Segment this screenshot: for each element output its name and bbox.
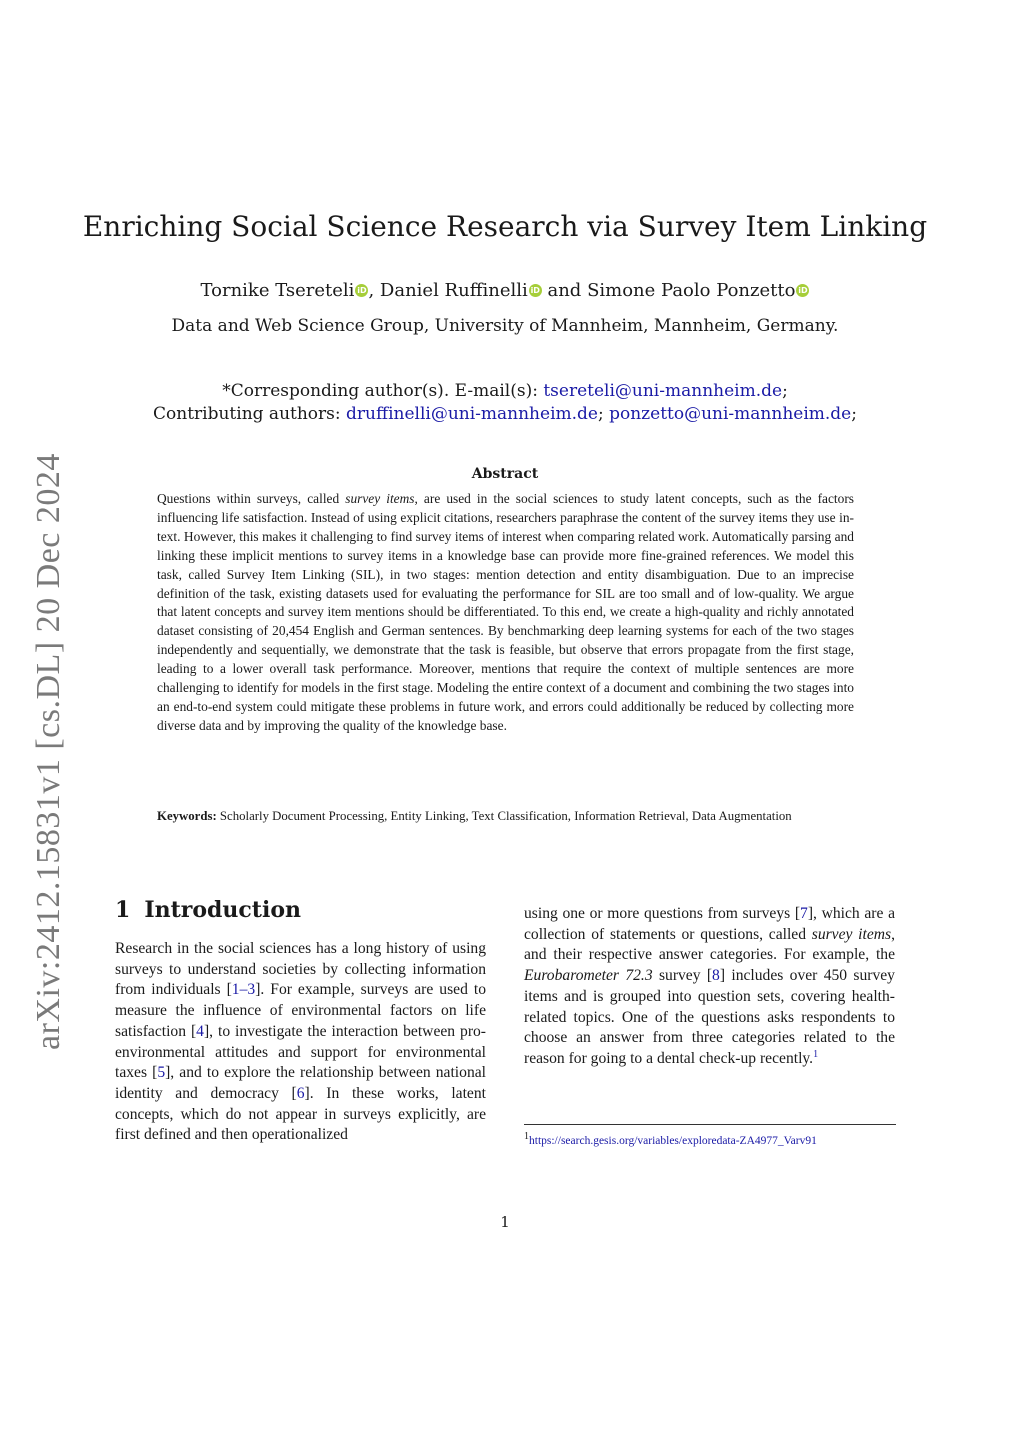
citation-link[interactable]: 4: [196, 1022, 204, 1040]
contributing-label: Contributing authors:: [153, 404, 347, 424]
citation-link[interactable]: 8: [712, 967, 720, 985]
footnote-marker-link[interactable]: 1: [813, 1048, 819, 1060]
punctuation: ;: [597, 404, 610, 424]
email-link[interactable]: ponzetto@uni-mannheim.de: [609, 404, 852, 424]
footnote-divider: [524, 1124, 896, 1125]
author-separator: and: [541, 280, 588, 301]
orcid-icon[interactable]: iD: [357, 286, 367, 295]
text-run: ]. In these works, latent concepts, which do not appear in surveys explicitly, are first defined and then operationalized: [115, 1084, 486, 1144]
text-run: ], and to explore the relationship between national identity and democracy [: [115, 1064, 486, 1102]
paper-title: Enriching Social Science Research via Survey Item Linking: [82, 210, 928, 243]
footnote-url-link[interactable]: https://search.gesis.org/variables/exploredata-ZA4977_Varv91: [529, 1135, 817, 1147]
orcid-icon[interactable]: iD: [798, 286, 808, 295]
corresponding-authors: [0, 380, 1010, 426]
text-run: , are used in the social sciences to study latent concepts, such as the factors influencing life satisfaction. Instead of using explicit citations, researchers paraphrase the content of the survey items they use in-text. However, this makes it challenging to find survey items of interest when comparing related work. Automatically parsing and linking these implicit mentions to survey items in a knowledge base can provide more fine-grained references. We model this task, called Survey Item Linking (SIL), in two stages: mention detection and entity disambiguation. Due to an imprecise definition of the task, existing datasets used for evaluating the performance for SIL are too small and of low-quality. We argue that latent concepts and survey item mentions should be differentiated. To this end, we create a high-quality and richly annotated dataset consisting of 20,454 English and German sentences. By benchmarking deep learning systems for each of the two stages independently and sequentially, we demonstrate that the task is feasible, but observe that errors propagate from the first stage, leading to a lower overall task performance. Moreover, mentions that require the context of multiple sentences are more challenging to identify for models in the first stage. Modeling the entire context of a document and combining the two stages into an end-to-end system could mitigate these problems in future work, and errors could additionally be reduced by collecting more diverse data and by improving the quality of the knowledge base.: [157, 491, 855, 733]
author-separator: ,: [368, 280, 380, 301]
text-run: ]. For example, surveys are used to measure the influence of environmental factors on life satisfaction [: [115, 981, 486, 1040]
section-number: 1: [115, 897, 131, 923]
keywords: [157, 808, 854, 825]
citation-link[interactable]: 1–3: [231, 981, 256, 999]
text-run: Research in the social sciences has a long history of using surveys to understand societies by collecting information from individuals [: [115, 940, 486, 999]
body-column-left: [115, 939, 486, 1146]
affiliation: Data and Web Science Group, University of Mannheim, Mannheim, Germany.: [171, 316, 839, 336]
abstract-text: [157, 490, 854, 736]
author-name: Simone Paolo Ponzetto: [587, 280, 796, 301]
emphasis: survey items: [345, 491, 415, 506]
text-run: , and their respective answer categories. For example, the: [524, 925, 896, 964]
page-number: 1: [500, 1213, 510, 1231]
citation-link[interactable]: 5: [157, 1064, 166, 1082]
emphasis: Eurobarometer 72.3: [524, 967, 653, 985]
body-column-right: [524, 904, 895, 1070]
author-name: Daniel Ruffinelli: [379, 280, 528, 301]
footnote: [524, 1133, 896, 1149]
citation-link[interactable]: 7: [800, 905, 808, 922]
text-run: survey [: [652, 967, 713, 985]
punctuation: ;: [782, 381, 788, 401]
section-title: Introduction: [144, 897, 301, 923]
arxiv-side-stamp: arXiv:2412.15831v1 [cs.DL] 20 Dec 2024: [30, 453, 67, 1050]
corresponding-label: *Corresponding author(s). E-mail(s):: [222, 381, 544, 401]
footnote-number: 1: [524, 1131, 529, 1143]
text-run: using one or more questions from surveys [: [524, 905, 801, 922]
text-run: ], which are a collection of statements or questions, called: [524, 905, 895, 943]
text-run: Questions within surveys, called: [157, 491, 346, 506]
text-run: ], to investigate the interaction between pro-environmental attitudes and support for environmental taxes [: [115, 1022, 487, 1082]
keywords-label: Keywords:: [157, 809, 217, 823]
email-link[interactable]: tsereteli@uni-mannheim.de: [543, 381, 783, 401]
email-link[interactable]: druffinelli@uni-mannheim.de: [346, 404, 598, 424]
orcid-icon[interactable]: iD: [530, 286, 540, 295]
punctuation: ;: [851, 404, 857, 424]
author-list: [0, 280, 1010, 301]
author-name: Tornike Tsereteli: [200, 280, 355, 301]
text-run: ] includes over 450 survey items and is grouped into question sets, covering health-related topics. One of the questions asks respondents to choose an answer from three categories related to the reason for going to a dental check-up recently.: [524, 967, 895, 1067]
keywords-list: Scholarly Document Processing, Entity Linking, Text Classification, Information Retrieval, Data Augmentation: [216, 809, 792, 823]
emphasis: survey items: [811, 925, 892, 943]
abstract-heading: Abstract: [471, 466, 539, 482]
section-heading: [115, 897, 301, 923]
citation-link[interactable]: 6: [296, 1084, 305, 1102]
